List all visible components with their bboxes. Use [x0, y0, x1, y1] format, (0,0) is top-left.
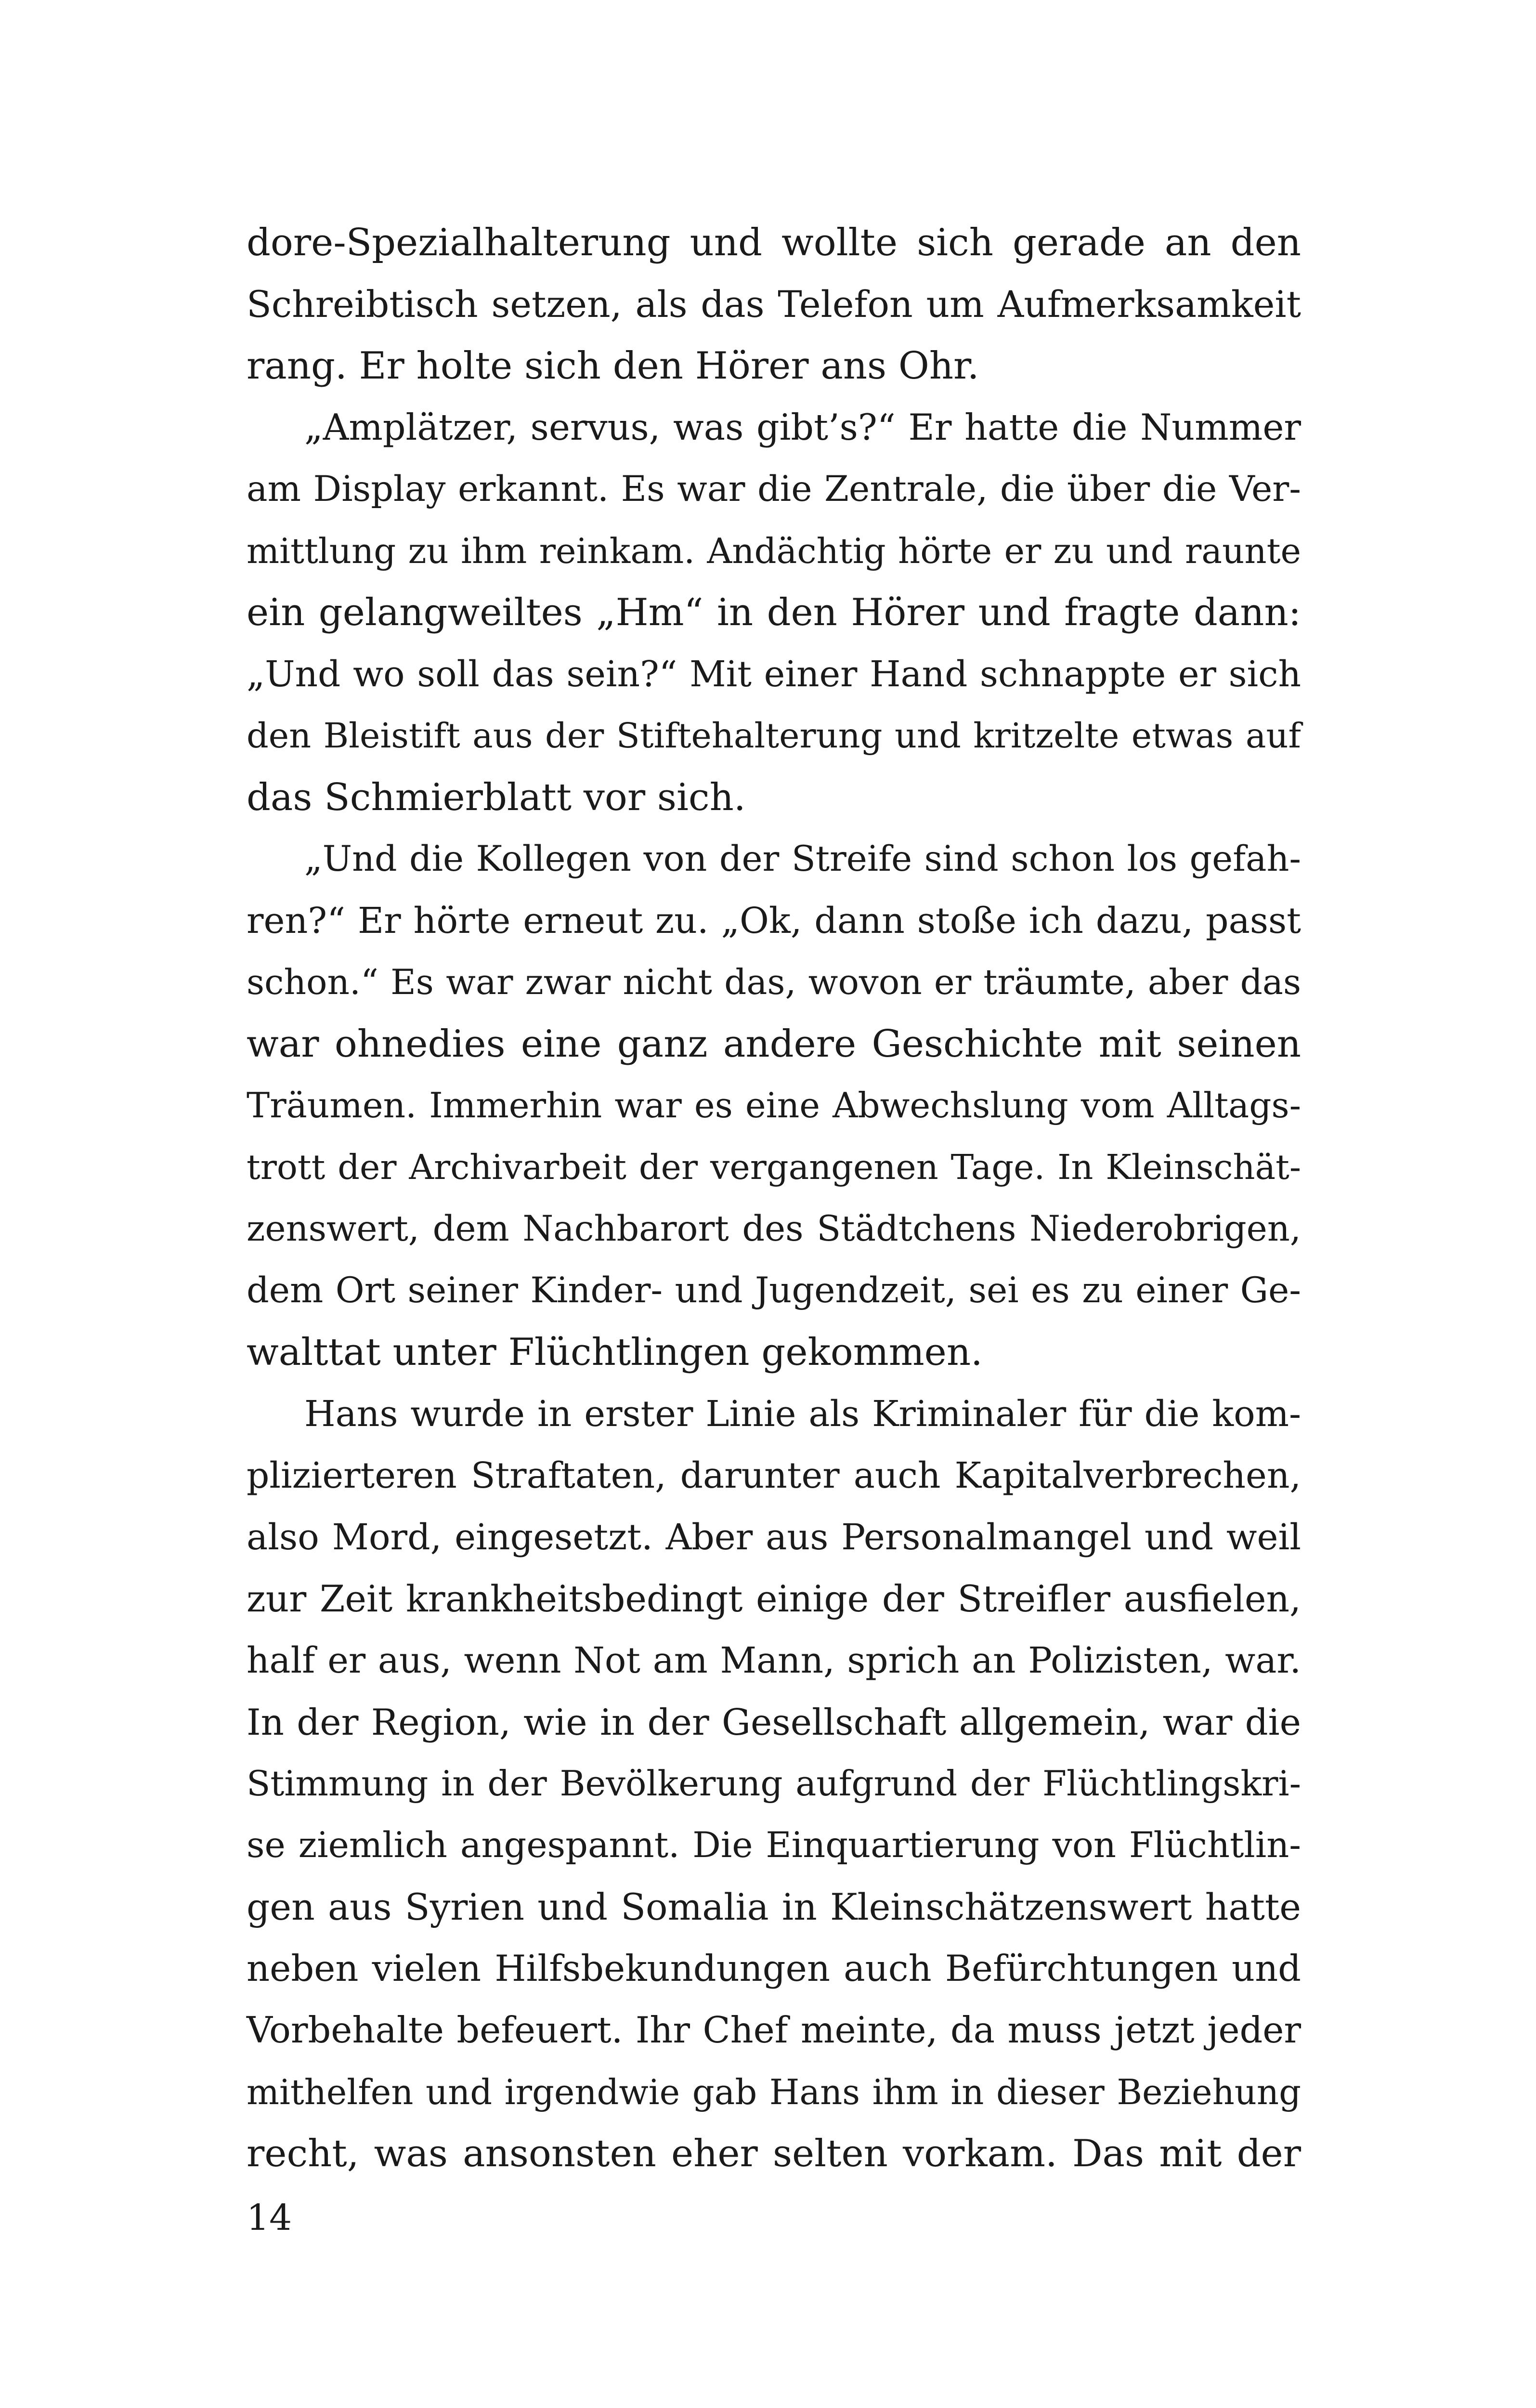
- text-line: trott der Archivarbeit der vergangenen Tage. In Kleinschät-: [247, 1147, 1301, 1187]
- text-line: ein gelangweiltes „Hm“ in den Hörer und fragte dann:: [247, 591, 1301, 634]
- text-line: se ziemlich angespannt. Die Einquartierung von Flüchtlin-: [247, 1825, 1301, 1866]
- text-line: den Bleistift aus der Stiftehalterung und kritzelte etwas auf: [247, 716, 1301, 756]
- text-line: dore-Spezialhalterung und wollte sich gerade an den: [247, 221, 1301, 264]
- text-line: mittlung zu ihm reinkam. Andächtig hörte er zu und raunte: [247, 531, 1301, 571]
- text-line: schon.“ Es war zwar nicht das, wovon er träumte, aber das: [247, 962, 1301, 1003]
- text-line: plizierteren Straftaten, darunter auch Kapitalverbrechen,: [247, 1455, 1301, 1496]
- text-line: recht, was ansonsten eher selten vorkam. Das mit der: [247, 2132, 1301, 2175]
- text-line: „Amplätzer, servus, was gibt’s?“ Er hatte die Nummer: [304, 406, 1301, 448]
- page-number: 14: [247, 2197, 292, 2238]
- text-line: also Mord, eingesetzt. Aber aus Personalmangel und weil: [247, 1516, 1301, 1558]
- text-line: Schreibtisch setzen, als das Telefon um Aufmerksamkeit: [247, 283, 1301, 326]
- text-line: zenswert, dem Nachbarort des Städtchens Niederobrigen,: [247, 1208, 1301, 1249]
- text-line: In der Region, wie in der Gesellschaft allgemein, war die: [247, 1701, 1301, 1743]
- text-line: am Display erkannt. Es war die Zentrale, die über die Ver-: [247, 469, 1301, 510]
- text-line: ren?“ Er hörte erneut zu. „Ok, dann stoße ich dazu, passt: [247, 900, 1301, 942]
- text-line: „Und die Kollegen von der Streife sind schon los gefah-: [304, 838, 1301, 879]
- text-line: Stimmung in der Bevölkerung aufgrund der Flüchtlingskri-: [247, 1764, 1301, 1804]
- body-text: [247, 212, 1301, 2185]
- text-line: neben vielen Hilfsbekundungen auch Befürchtungen und: [247, 1948, 1301, 1989]
- text-line: „Und wo soll das sein?“ Mit einer Hand schnappte er sich: [247, 654, 1301, 695]
- text-line: Vorbehalte befeuert. Ihr Chef meinte, da muss jetzt jeder: [247, 2009, 1301, 2051]
- text-line: dem Ort seiner Kinder- und Jugendzeit, sei es zu einer Ge-: [247, 1270, 1301, 1311]
- text-line: walttat unter Flüchtlingen gekommen.: [247, 1331, 983, 1374]
- text-line: half er aus, wenn Not am Mann, sprich an Polizisten, war.: [247, 1640, 1301, 1681]
- text-line: Träumen. Immerhin war es eine Abwechslung vom Alltags-: [247, 1086, 1301, 1126]
- text-line: war ohnedies eine ganz andere Geschichte mit seinen: [247, 1022, 1301, 1066]
- text-line: Hans wurde in erster Linie als Kriminaler für die kom-: [304, 1393, 1301, 1435]
- text-line: mithelfen und irgendwie gab Hans ihm in dieser Beziehung: [247, 2072, 1301, 2112]
- text-line: gen aus Syrien und Somalia in Kleinschätzenswert hatte: [247, 1886, 1301, 1928]
- text-line: zur Zeit krankheitsbedingt einige der Streifler ausfielen,: [247, 1578, 1301, 1620]
- text-line: rang. Er holte sich den Hörer ans Ohr.: [247, 344, 979, 388]
- text-line: das Schmierblatt vor sich.: [247, 776, 746, 819]
